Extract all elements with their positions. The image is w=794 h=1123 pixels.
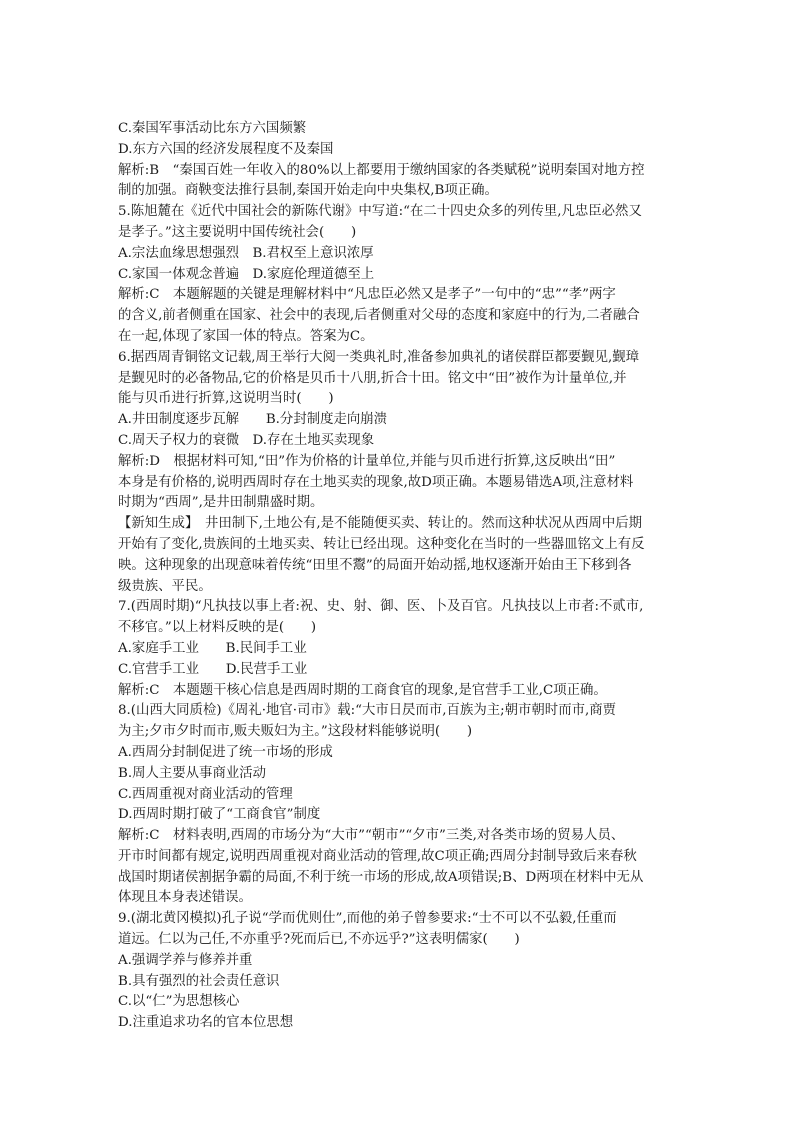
new-knowledge-note: 级贵族、平民。 xyxy=(118,578,212,594)
option-b: B.具有强烈的社会责任意识 xyxy=(118,973,280,989)
option-a: A.西周分封制促进了统一市场的形成 xyxy=(118,744,333,760)
new-knowledge-note: 映。这种现象的出现意味着传统“田里不鬻”的局面开始动摇,地权逐渐开始由王下移到各 xyxy=(118,557,632,573)
options-ab: A.井田制度逐步瓦解 B.分封制度走向崩溃 xyxy=(118,412,388,428)
new-knowledge-note: 【新知生成】 井田制下,土地公有,是不能随便买卖、转让的。然而这种状况从西周中后期 xyxy=(118,516,643,532)
question-7: 不移官。”以上材料反映的是( ) xyxy=(118,620,317,636)
options-ab: A.家庭手工业 B.民间手工业 xyxy=(118,640,307,656)
analysis-text: 开市时间都有规定,说明西周重视对商业活动的管理,故C项正确;西周分封制导致后来春秋 xyxy=(118,848,637,864)
option-d: D.注重追求功名的官本位思想 xyxy=(118,1015,294,1031)
question-8: 为主;夕市夕时而市,贩夫贩妇为主。”这段材料能够说明( ) xyxy=(118,724,473,740)
analysis-text: 时期为“西周”,是井田制鼎盛时期。 xyxy=(118,495,324,511)
options-ab: A.宗法血缘思想强烈 B.君权至上意识浓厚 xyxy=(118,245,374,261)
question-5: 是孝子。”这主要说明中国传统社会( ) xyxy=(118,224,357,240)
question-6: 是觐见时的必备物品,它的价格是贝币十八朋,折合十田。铭文中“田”被作为计量单位,并 xyxy=(118,370,627,386)
analysis-text: 体现且本身表述错误。 xyxy=(118,890,252,906)
analysis-text: 制的加强。商鞅变法推行县制,秦国开始走向中央集权,B项正确。 xyxy=(118,183,498,199)
new-knowledge-note: 开始有了变化,贵族间的土地买卖、转让已经出现。这种变化在当时的一些器皿铭文上有反 xyxy=(118,536,645,552)
analysis-text: 战国时期诸侯割据争霸的局面,不利于统一市场的形成,故A项错误;B、D两项在材料中无从 xyxy=(118,869,644,885)
option-d: D.西周时期打破了“工商食官”制度 xyxy=(118,807,321,823)
analysis-text: 的含义,前者侧重在国家、社会中的表现,后者侧重对父母的态度和家庭中的行为,二者融合 xyxy=(118,308,640,324)
analysis-text: 解析:C 本题题干核心信息是西周时期的工商食官的现象,是官营手工业,C项正确。 xyxy=(118,682,607,698)
option-c: C.西周重视对商业活动的管理 xyxy=(118,786,293,802)
question-8: 8.(山西大同质检)《周礼·地官·司市》载:“大市日昃而市,百族为主;朝市朝时而市,商贾 xyxy=(118,703,617,719)
analysis-text: 解析:D 根据材料可知,“田”作为价格的计量单位,并能与贝币进行折算,这反映出“田” xyxy=(118,453,616,469)
analysis-text: 本身是有价格的,说明西周时存在土地买卖的现象,故D项正确。本题易错选A项,注意材料 xyxy=(118,474,634,490)
analysis-text: 在一起,体现了家国一体的特点。答案为C。 xyxy=(118,328,374,344)
options-cd: C.官营手工业 D.民营手工业 xyxy=(118,661,308,677)
question-5: 5.陈旭麓在《近代中国社会的新陈代谢》中写道:“在二十四史众多的列传里,凡忠臣必然又 xyxy=(118,204,642,220)
question-7: 7.(西周时期)“凡执技以事上者:祝、史、射、御、医、卜及百官。凡执技以上市者:不贰市, xyxy=(118,599,644,615)
question-6: 6.据西周青铜铭文记载,周王举行大阅一类典礼时,准备参加典礼的诸侯群臣都要觐见,觐璋 xyxy=(118,349,639,365)
option-c: C.以“仁”为思想核心 xyxy=(118,994,240,1010)
analysis-text: 解析:C 本题解题的关键是理解材料中“凡忠臣必然又是孝子”一句中的“忠”“孝”两字 xyxy=(118,287,616,303)
options-cd: C.周天子权力的衰微 D.存在土地买卖现象 xyxy=(118,432,375,448)
option-c: C.秦国军事活动比东方六国频繁 xyxy=(118,121,307,136)
analysis-text: 解析:C 材料表明,西周的市场分为“大市”“朝市”“夕市”三类,对各类市场的贸易人员、 xyxy=(118,828,625,844)
analysis-text: 解析:B “秦国百姓一年收入的80%以上都要用于缴纳国家的各类赋税”说明秦国对地方控 xyxy=(118,162,645,178)
question-6: 能与贝币进行折算,这说明当时( ) xyxy=(118,391,334,407)
option-b: B.周人主要从事商业活动 xyxy=(118,765,267,781)
option-d: D.东方六国的经济发展程度不及秦国 xyxy=(118,141,334,157)
document-page xyxy=(118,119,688,1034)
question-9: 道远。仁以为己任,不亦重乎?死而后已,不亦远乎?”这表明儒家( ) xyxy=(118,932,520,948)
options-cd: C.家国一体观念普遍 D.家庭伦理道德至上 xyxy=(118,266,375,282)
question-9: 9.(湖北黄冈模拟)孔子说“学而优则仕”,而他的弟子曾参要求:“士不可以不弘毅,任重而 xyxy=(118,911,617,927)
option-a: A.强调学养与修养并重 xyxy=(118,952,253,968)
